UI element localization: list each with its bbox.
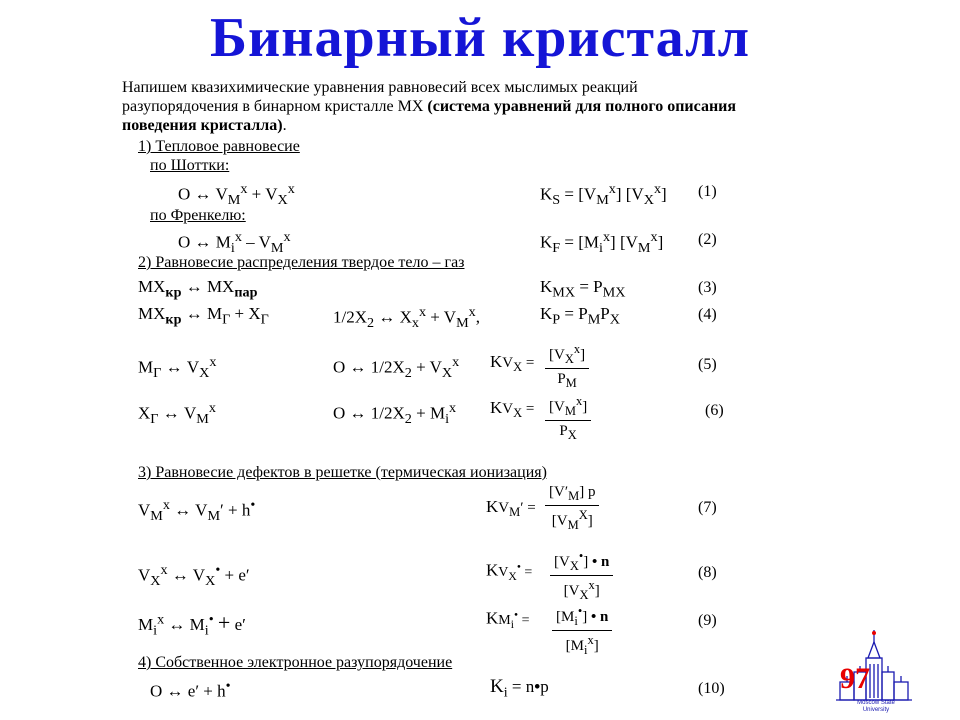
eq9-constant-label: $KM_i^•$ = (486, 608, 530, 631)
eq5-constant-label: $KV_X$ = (490, 352, 535, 374)
logo-star-icon (872, 631, 876, 635)
section-2-heading: 2) Равновесие распределения твердое тело – газ (138, 254, 465, 271)
section-3-heading: 3) Равновесие дефектов в решетке (термическая ионизация) (138, 464, 547, 481)
eq4-number: (4) (698, 306, 717, 323)
eq3-reaction: $MX_{кр}$ ↔ $MX_{пар}$ (138, 277, 258, 301)
eq7-fraction: $[V'_M]$ p $[V_M^X]$ (545, 484, 599, 533)
eq2-constant: $K_F = [M_i^x]$ $[V_M^x]$ (540, 229, 664, 257)
eq2-reaction: O ↔ $M_i^x - V_M^x$ (178, 229, 291, 257)
eq1-constant: $K_S = [V_M^x]$ $[V_X^x]$ (540, 181, 667, 209)
eq4-reaction-b: $1/2X_2$ ↔ $X_x^x + V_M^x$, (333, 304, 480, 332)
eq4-reaction-a: $MX_{кр}$ ↔ $M_Г + X_Г$ (138, 304, 269, 328)
page-number: 97 (840, 662, 870, 695)
schottky-label: по Шоттки: (150, 157, 230, 174)
logo-caption-line-1: Moscow State (857, 700, 895, 706)
eq4-constant: $K_P = P_MP_X$ (540, 304, 620, 328)
eq3-number: (3) (698, 279, 717, 296)
eq9-reaction: $M_i^x$ ↔ $M_i^• + e'$ (138, 610, 246, 639)
intro-line-3-end: . (282, 117, 287, 134)
eq7-reaction: $V_M^x$ ↔ $V_M' + h^•$ (138, 497, 256, 525)
eq3-constant: $K_{MX} = P_{MX}$ (540, 277, 626, 301)
eq9-fraction: $[M_i^•]$ • n $[M_i^x]$ (552, 604, 612, 658)
logo-caption-line-2: University (862, 707, 890, 713)
intro-line-2a: разупорядочения в бинарном кристалле MX (122, 98, 428, 115)
intro-line-2b: (система уравнений для полного описания (427, 98, 737, 115)
intro-line-3 (122, 117, 287, 135)
eq6-fraction: $[V_M^x]$ $P_X$ (545, 394, 591, 443)
eq1-reaction: O ↔ $V_M^x + V_X^x$ (178, 181, 295, 209)
eq9-number: (9) (698, 612, 717, 629)
eq6-number: (6) (705, 402, 724, 419)
eq7-constant-label: $KV_M'$ = (486, 497, 536, 519)
section-4-heading: 4) Собственное электронное разупорядочение (138, 654, 453, 671)
eq6-constant-label: $KV_X$ = (490, 398, 535, 420)
eq10-constant: $K_i$ = n•p (490, 676, 549, 701)
frenkel-label: по Френкелю: (150, 207, 246, 224)
eq1-number: (1) (698, 183, 717, 200)
eq2-number: (2) (698, 231, 717, 248)
intro-line-2 (122, 98, 736, 116)
intro-line-1: Напишем квазихимические уравнения равновесий всех мыслимых реакций (122, 79, 638, 96)
eq5-reaction-b: O ↔ $1/2X_2 + V_X^x$ (333, 354, 460, 382)
eq5-number: (5) (698, 356, 717, 373)
eq5-fraction: $[V_X^x]$ $P_M$ (545, 342, 589, 391)
eq10-reaction: O ↔ e′ + h• (150, 678, 231, 701)
eq8-reaction: $V_X^x$ ↔ $V_X^• + e'$ (138, 562, 250, 590)
eq7-number: (7) (698, 499, 717, 516)
intro-line-3b: поведения кристалла) (122, 117, 283, 134)
eq8-fraction: $[V_X^•]$ • n $[V_X^x]$ (550, 549, 613, 603)
page-title: Бинарный кристалл (209, 7, 750, 69)
eq5-reaction-a: $M_Г$ ↔ $V_X^x$ (138, 354, 217, 382)
eq6-reaction-a: $X_Г$ ↔ $V_M^x$ (138, 400, 216, 428)
eq10-number: (10) (698, 680, 725, 697)
eq8-number: (8) (698, 564, 717, 581)
eq6-reaction-b: O ↔ $1/2X_2 + M_i^x$ (333, 400, 457, 428)
logo-caption (838, 700, 914, 714)
section-1-heading: 1) Тепловое равновесие (138, 138, 300, 155)
eq8-constant-label: $KV_X^•$ = (486, 560, 533, 583)
